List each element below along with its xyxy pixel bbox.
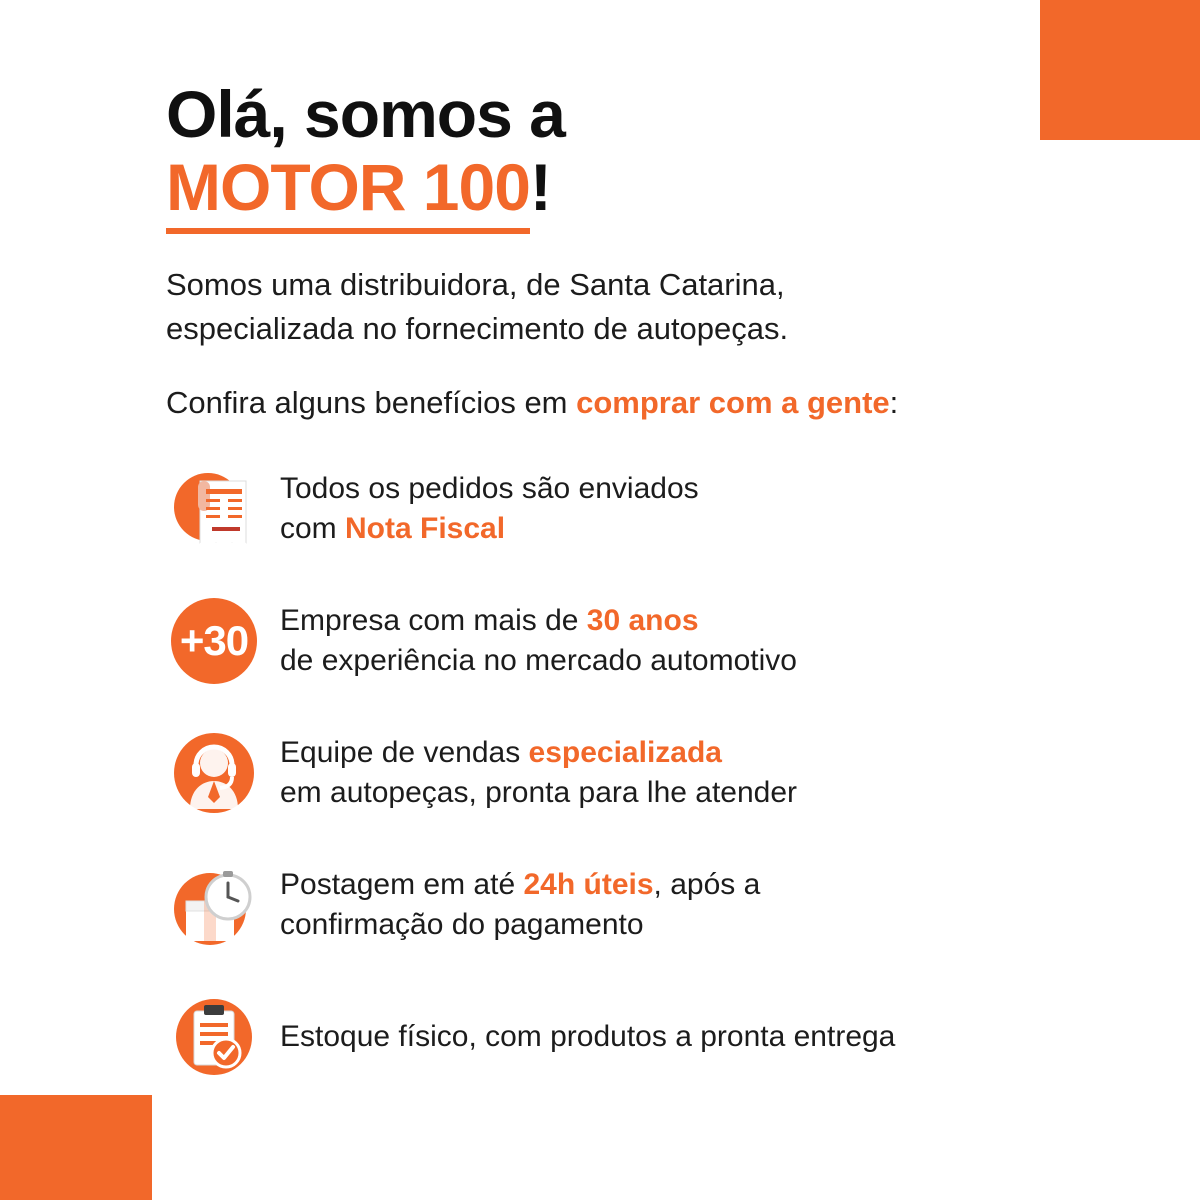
- list-item-text: [280, 733, 797, 813]
- list-item-line-1: [280, 601, 797, 641]
- list-item-line-2: confirmação do pagamento: [280, 908, 644, 942]
- list-item: [166, 857, 1066, 953]
- list-item-text: [280, 1017, 895, 1057]
- list-item-line-1-suffix: , após a: [653, 868, 761, 902]
- list-item-line-1-highlight: 24h úteis: [523, 868, 654, 902]
- list-item-line-1-prefix: Postagem em até: [280, 868, 524, 902]
- page-title-line-1: Olá, somos a: [166, 77, 565, 151]
- benefits-heading: [166, 385, 1066, 421]
- list-item-line-2-highlight: Nota Fiscal: [345, 512, 506, 546]
- list-item-line-1-highlight: 30 anos: [586, 604, 699, 638]
- intro-line-2: especializada no fornecimento de autopeças.: [166, 311, 789, 347]
- badge-circle: [171, 598, 257, 684]
- list-item: [166, 593, 1066, 689]
- list-item-line-2: de experiência no mercado automotivo: [280, 644, 797, 678]
- list-item-line-1-prefix: Equipe de vendas: [280, 736, 529, 770]
- receipt-icon: [166, 461, 262, 557]
- clipboard-check-icon: [166, 989, 262, 1085]
- page-content: [166, 77, 1066, 1085]
- benefits-heading-prefix: Confira alguns benefícios em: [166, 385, 577, 421]
- list-item-line-1: [280, 733, 797, 773]
- headset-agent-icon: [166, 725, 262, 821]
- brand-exclamation: !: [529, 149, 551, 224]
- benefits-heading-suffix: :: [889, 385, 899, 421]
- list-item: [166, 461, 1066, 557]
- benefits-heading-highlight: comprar com a gente: [576, 385, 890, 421]
- list-item-line-2-prefix: com: [280, 512, 346, 546]
- list-item-line-1-highlight: especializada: [528, 736, 722, 770]
- list-item-line-1: Estoque físico, com produtos a pronta entrega: [280, 1020, 896, 1054]
- decorative-corner-bottom-left: [0, 1095, 152, 1200]
- box-stopwatch-icon: [166, 857, 262, 953]
- list-item-text: [280, 865, 760, 945]
- list-item-line-2: em autopeças, pronta para lhe atender: [280, 776, 798, 810]
- benefits-list: [166, 461, 1066, 1085]
- list-item-line-2: [280, 509, 699, 549]
- intro-paragraph: [166, 263, 996, 351]
- list-item-line-1: [280, 865, 760, 905]
- list-item-text: [280, 601, 797, 681]
- plus-thirty-badge-icon: [166, 593, 262, 689]
- list-item-line-1: Todos os pedidos são enviados: [280, 472, 699, 506]
- list-item-line-1-prefix: Empresa com mais de: [280, 604, 587, 638]
- list-item-text: [280, 469, 699, 549]
- list-item: [166, 725, 1066, 821]
- list-item: [166, 989, 1066, 1085]
- brand-name: MOTOR 100: [166, 150, 530, 234]
- badge-label: +30: [179, 617, 249, 665]
- page-title-line-2: [166, 149, 1066, 224]
- intro-line-1: Somos uma distribuidora, de Santa Catarina,: [166, 267, 785, 303]
